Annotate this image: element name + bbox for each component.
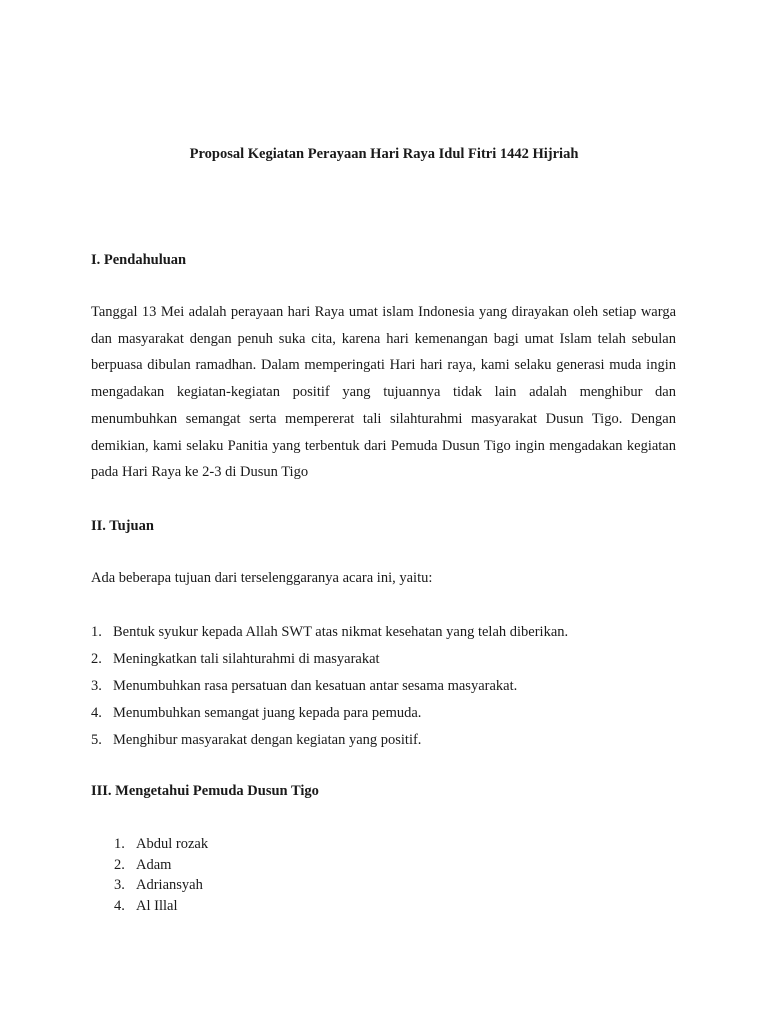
list-item-number: 5. [91, 732, 102, 748]
member-number: 3. [114, 877, 125, 893]
tujuan-intro: Ada beberapa tujuan dari terselenggaranya acara ini, yaitu: [91, 570, 433, 586]
members-list [114, 835, 208, 917]
list-item [91, 622, 568, 649]
section-heading-pendahuluan: I. Pendahuluan [91, 252, 187, 268]
list-item-number: 1. [91, 624, 102, 640]
member-item [114, 856, 208, 877]
member-name: Abdul rozak [136, 836, 209, 852]
section-heading-mengetahui: III. Mengetahui Pemuda Dusun Tigo [91, 783, 319, 799]
member-item [114, 897, 208, 918]
tujuan-list [91, 622, 568, 757]
list-item [91, 649, 568, 676]
member-name: Adriansyah [136, 877, 203, 893]
member-item [114, 835, 208, 856]
list-item [91, 703, 568, 730]
member-number: 4. [114, 897, 125, 914]
list-item-number: 4. [91, 705, 102, 721]
pendahuluan-paragraph: Tanggal 13 Mei adalah perayaan hari Raya umat islam Indonesia yang dirayakan oleh setiap warga dan masyarakat dengan penuh suka cita, karena hari kemenangan bagi umat Islam telah sebulan berpuasa dibulan ramadhan. Dalam memperingati Hari hari raya, kami selaku generasi muda ingin mengadakan kegiatan-kegiatan positif yang tujuannya tidak lain adalah menghibur dan menumbuhkan semangat serta mempererat tali silahturahmi masyarakat Dusun Tigo. Dengan demikian, kami selaku Panitia yang terbentuk dari Pemuda Dusun Tigo ingin mengadakan kegiatan pada Hari Raya ke 2-3 di Dusun Tigo [91, 304, 676, 481]
list-item-text: Meningkatkan tali silahturahmi di masyarakat [113, 651, 380, 667]
list-item-text: Menumbuhkan rasa persatuan dan kesatuan antar sesama masyarakat. [113, 678, 518, 694]
list-item [91, 730, 568, 757]
list-item-number: 3. [91, 678, 102, 694]
section-heading-tujuan: II. Tujuan [91, 518, 154, 534]
member-name: Adam [136, 856, 172, 873]
document-title: Proposal Kegiatan Perayaan Hari Raya Idul Fitri 1442 Hijriah [189, 146, 579, 162]
list-item [91, 676, 568, 703]
member-number: 2. [114, 856, 125, 873]
list-item-text: Menghibur masyarakat dengan kegiatan yang positif. [113, 732, 422, 748]
member-name: Al Illal [136, 897, 178, 914]
list-item-text: Menumbuhkan semangat juang kepada para pemuda. [113, 705, 422, 721]
member-item [114, 876, 208, 897]
member-number: 1. [114, 836, 125, 852]
list-item-number: 2. [91, 651, 102, 667]
list-item-text: Bentuk syukur kepada Allah SWT atas nikmat kesehatan yang telah diberikan. [113, 624, 569, 640]
